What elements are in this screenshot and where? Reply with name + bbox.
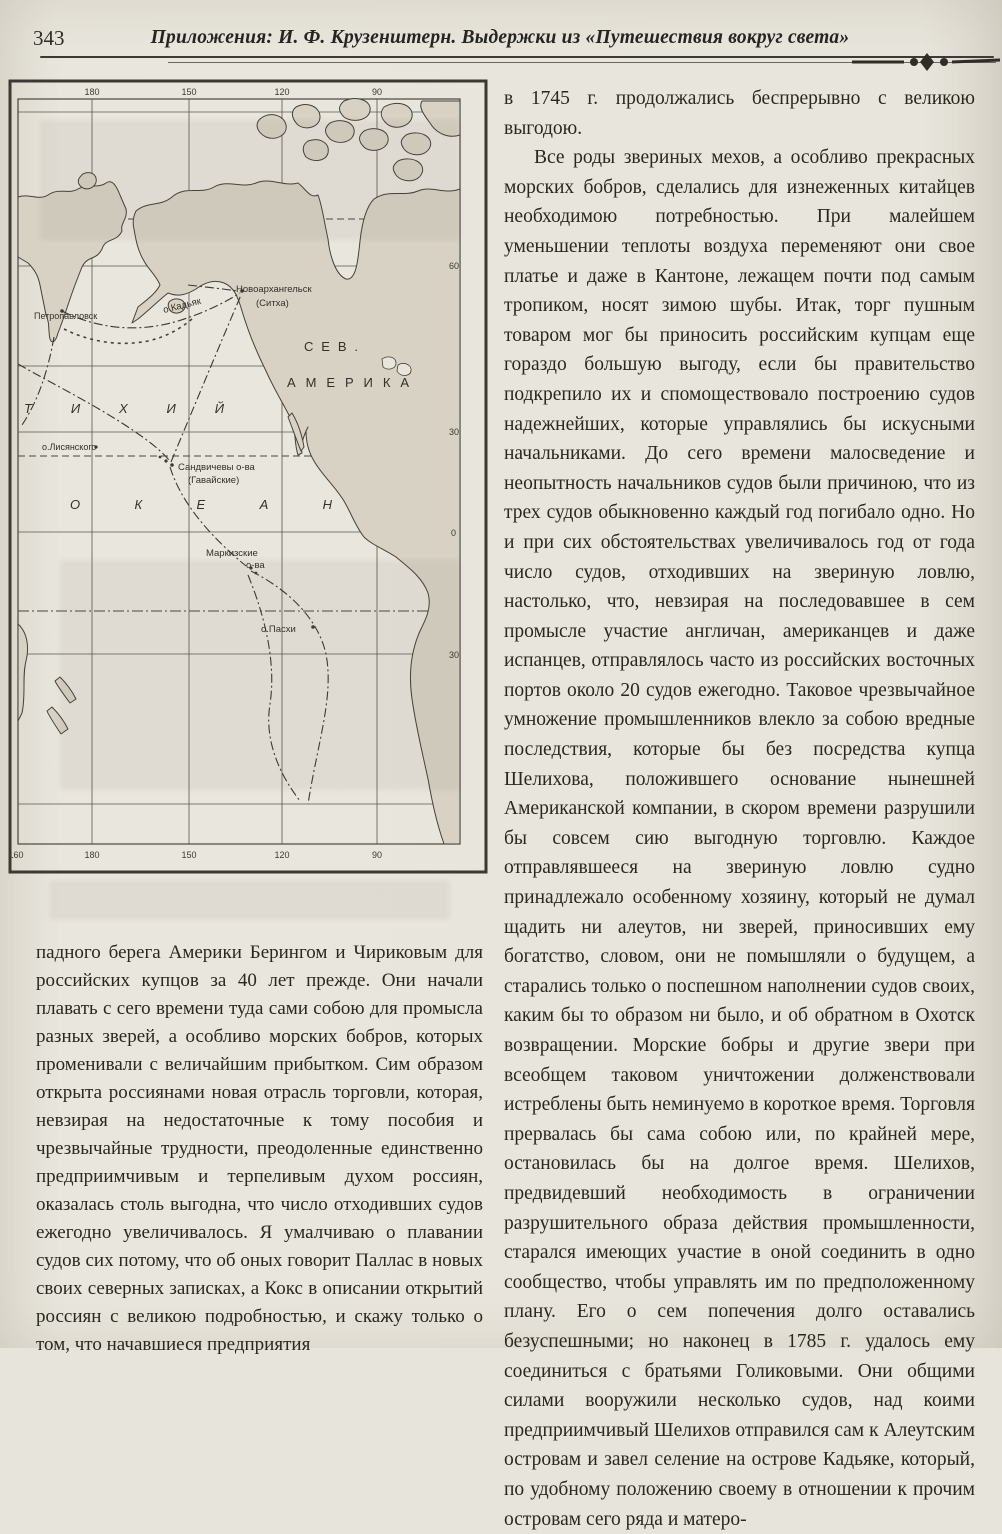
label-easter-island: о.Пасхи: [261, 624, 296, 635]
label-pacific: ТИХИЙ: [24, 401, 224, 416]
right-column-paragraph-1: в 1745 г. продолжались беспрерывно с великою выгодою.: [504, 88, 975, 139]
svg-text:150: 150: [181, 850, 197, 860]
label-hawaii: (Гавайские): [188, 475, 240, 486]
page-number: 343: [33, 26, 65, 50]
svg-text:160: 160: [8, 850, 24, 860]
longitude-labels-top: [84, 87, 382, 97]
right-text-column: [504, 84, 975, 1534]
label-petropavlovsk: Петропавловск: [34, 311, 98, 321]
coastline-america: [132, 181, 460, 844]
header-rule: [40, 56, 994, 58]
coastline-siberia-kamchatka: [18, 99, 126, 342]
svg-text:120: 120: [274, 87, 290, 97]
longitude-labels-bottom: [8, 850, 382, 860]
svg-text:30: 30: [449, 650, 460, 660]
coastline-new-zealand-south: [47, 707, 68, 734]
label-north: СЕВ.: [304, 339, 358, 354]
label-lisyansky: о.Лисянского: [42, 442, 97, 452]
scan-bleed-smudge: [50, 880, 450, 920]
coastline-new-zealand: [55, 677, 76, 703]
svg-text:90: 90: [371, 87, 383, 97]
svg-text:120: 120: [274, 850, 290, 860]
left-column-paragraph: падного берега Америки Берингом и Чириковым для российских купцов за 40 лет прежде. Они начали плавать с сего времени туда сами собою для промысла разных зверей, а особливо морских бобров, которых променивали с величайшим прибытком. Сим образом открыта россиянами новая отрасль торговли, которая, невзирая на недостаточные к тому пособия и чрезвычайные трудности, преодоленные единственно предприимчивым и терпеливым духом россиян, оказалась столь выгодна, что число отходивших судов ежегодно увеличивалось. Я умалчиваю о плавании судов сих потому, что об оных говорит Паллас в новых своих северных записках, а Кокс в описании открытий россиян с великою подробностью, и скажу только о том, что начавшиеся предприятия: [36, 942, 483, 1355]
label-sandwich-islands: Сандвичевы о-ва: [178, 462, 255, 473]
svg-text:180: 180: [84, 87, 100, 97]
aleutian-islands-chain: [64, 319, 192, 343]
right-column-paragraph-2: Все роды звериных мехов, а особливо прекрасных морских бобров, сделались для изнеженных китайцев необходимою потребностью. При малейшем уменьшении теплоты воздуха переменяют они свое платье и даже в Кантоне, лежащем почти под самым тропиком, носят зимою шубы. Итак, торг пушным товаром мог бы приносить российским купцам еще гораздо большую выгоду, если бы правительство подкрепило их и спомоществовало построению судов надежнейших, которые управлялись бы искусными начальниками. До сего времени малосведение и неопытность начальников судов были причиною, что из трех судов обыкновенно каждый год погибало одно. Но и при сих обстоятельствах увеличивалось год от года число судов, отходивших на звериную ловлю, настолько, что, невзирая на последовавшее в сем промысле участие англичан, американцев и даже испанцев, отправлялось часто из российских восточных портов около 20 судов ежегодно. Таковое чрезвычайное умножение промышленников влекло за собою вредные последствия, которые бы без посредства купца Шелихова, положившего основание нынешней Американской компании, в скором времени разрушили бы совсем сию выгодную торговлю. Каждое отправлявшееся на звериную ловлю судно принадлежало особенному хозяину, который не думал щадить ни алеутов, ни зверей, приносивших ему богатство, словом, они не помышляли о будущем, а старались только о поспешном наполнении судов своих, каким бы то образом ни было, и об обратном в Охотск возвращении. Морские бобры и другие звери при всеобщем таковом уничтожении долженствовали истреблены быть неминуемо в короткое время. Торговля прервалась бы сама собою или, по крайней мере, остановилась бы на долгое время. Шелихов, предвидевший необходимость в ограничении разрушительного образа действия промышленности, старался имеющих участие в оной соединить в одно сообщество, чтобы управлять им по предположенному плану. Его о сем попечения долго оставались безуспешными; но наконец в 1785 г. удалось ему соединиться с братьями Голиковыми. Они общими силами вооружили несколько судов, над коими предприимчивый Шелихов отправился сам к Алеутским островам и завел селение на острове Кадьяке, который, по удобному положению своему в отношении к прочим островам сего ряда и матеро-: [504, 147, 975, 1530]
label-america: АМЕРИКА: [287, 375, 409, 390]
svg-text:60: 60: [449, 261, 460, 271]
svg-text:90: 90: [371, 850, 383, 860]
label-ocean: ОКЕАН: [70, 497, 332, 512]
svg-text:180: 180: [84, 850, 100, 860]
tailpiece-ornament-icon: [852, 48, 1002, 74]
coastline-wrangel-island: [78, 173, 96, 189]
label-marquesas: Маркизские: [206, 548, 258, 559]
svg-text:150: 150: [181, 87, 197, 97]
running-header-title: Приложения: И. Ф. Крузенштерн. Выдержки из «Путешествия вокруг света»: [150, 27, 850, 48]
label-marquesas-2: о-ва: [246, 560, 265, 571]
pacific-ocean-voyage-map: [8, 79, 488, 874]
label-novoarkhangelsk: Новоархангельск: [236, 284, 312, 295]
left-text-column: [36, 939, 483, 1359]
label-kadyak: о.Кадьяк: [162, 295, 203, 316]
coastline-australia-edge: [18, 624, 28, 721]
svg-text:0: 0: [451, 528, 457, 538]
svg-text:30: 30: [449, 427, 460, 437]
label-sitka: (Ситха): [256, 298, 289, 309]
